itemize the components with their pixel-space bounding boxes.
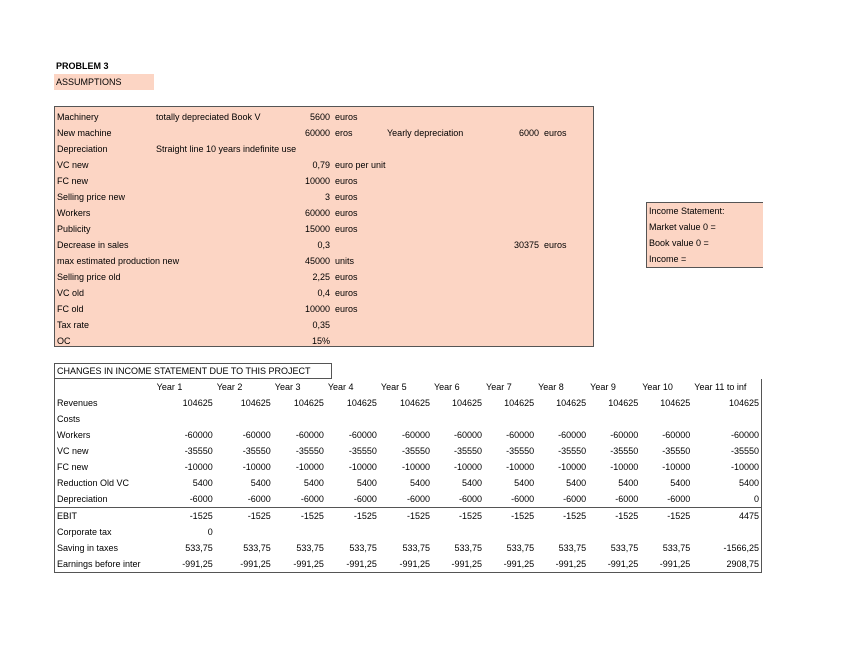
table-cell: -1525 [511,511,535,521]
assumption-value: 10000 [304,176,330,186]
table-cell: 104625 [504,398,535,408]
table-cell: -1525 [300,511,324,521]
table-cell: -35550 [730,446,759,456]
table-cell: 5400 [303,478,324,488]
table-cell: -60000 [242,430,271,440]
table-cell [379,411,432,427]
table-cell: -991,25 [451,559,483,569]
table-cell: 5400 [356,478,377,488]
table-row [55,508,762,525]
table-cell: -10000 [558,462,587,472]
table-row [55,395,762,411]
assumption-label: New machine [57,128,112,138]
table-cell: -6000 [215,491,273,508]
year-header: Year 4 [327,382,354,392]
assumption-value: 2,25 [312,272,330,282]
table-cell [536,524,588,540]
assumption-value: 15000 [304,224,330,234]
table-cell: 533,75 [558,543,587,553]
year-header: Year 8 [538,382,564,392]
table-cell [692,524,761,540]
table-cell: 104625 [452,398,483,408]
table-cell: -6000 [640,491,692,508]
table-cell: -1525 [615,511,639,521]
table-cell: 5400 [738,478,759,488]
table-cell: -991,25 [399,559,430,569]
table-cell: -10000 [730,462,759,472]
row-label: Workers [57,430,91,440]
assumption-extra-unit: euros [544,128,567,138]
assumption-unit: units [335,256,355,266]
table-cell: -60000 [295,430,324,440]
table-cell: -6000 [379,491,432,508]
table-cell: 104625 [728,398,759,408]
table-cell [326,524,379,540]
side-box-line: Income = [649,254,687,264]
assumption-label: Selling price new [57,192,126,202]
table-cell [640,524,692,540]
assumption-extra-unit: euros [544,240,567,250]
row-label: FC new [57,462,89,472]
table-cell: -6000 [432,491,484,508]
row-label: EBIT [57,511,78,521]
table-cell [536,411,588,427]
table-cell: -35550 [348,446,377,456]
row-label: Reduction Old VC [57,478,130,488]
table-cell: 5400 [192,478,213,488]
assumption-unit: eros [335,128,353,138]
assumption-value: 45000 [304,256,330,266]
assumption-value: 0,3 [317,240,330,250]
table-cell: 5400 [670,478,691,488]
table-cell: 104625 [399,398,430,408]
row-label: Revenues [57,398,98,408]
table-cell: -10000 [454,462,483,472]
side-box-line: Income Statement: [649,206,725,216]
assumption-value: 0,35 [312,320,330,330]
table-cell [588,411,640,427]
table-cell: -10000 [295,462,324,472]
table-cell: -35550 [662,446,691,456]
assumption-unit: euros [335,304,358,314]
problem-title: PROBLEM 3 [56,61,109,71]
assumption-label: Machinery [57,112,99,122]
table-cell: -35550 [558,446,587,456]
table-cell: 533,75 [296,543,324,553]
table-cell: -1525 [406,511,430,521]
assumption-unit: euros [335,112,358,122]
table-cell: -10000 [242,462,271,472]
table-cell: 533,75 [610,543,639,553]
table-row [55,459,762,475]
corner-cell [55,379,155,395]
table-cell [432,524,484,540]
table-cell [484,524,536,540]
table-cell: -10000 [506,462,535,472]
table-cell: 0 [207,527,213,537]
assumption-extra-label: Yearly depreciation [387,128,464,138]
table-cell: -991,25 [503,559,535,569]
table-cell: 5400 [618,478,639,488]
table-cell: -1525 [667,511,691,521]
table-cell: -6000 [326,491,379,508]
year-header: Year 1 [156,382,183,392]
year-header: Year 3 [274,382,301,392]
table-cell: 5400 [409,478,430,488]
assumptions-table [54,106,594,347]
table-cell: -6000 [484,491,536,508]
assumption-unit: euros [335,208,358,218]
table-cell: -1525 [459,511,483,521]
table-row [55,427,762,443]
assumption-label: FC old [57,304,84,314]
assumptions-label: ASSUMPTIONS [54,74,154,90]
table-cell: -60000 [730,430,759,440]
table-cell: 533,75 [506,543,535,553]
year-header: Year 11 to inf [694,382,747,392]
table-cell [273,411,326,427]
assumption-unit: euros [335,192,358,202]
table-cell: -6000 [155,491,215,508]
side-box-line: Market value 0 = [649,222,716,232]
table-cell: -991,25 [182,559,213,569]
table-cell: 104625 [556,398,587,408]
assumption-value: 0,4 [317,288,330,298]
row-label: Earnings before inter [57,559,141,569]
table-cell [273,524,326,540]
table-cell: 5400 [566,478,587,488]
assumption-value: 15% [311,336,330,346]
table-cell: -6000 [588,491,640,508]
table-cell [432,411,484,427]
assumption-value: 3 [324,192,330,202]
changes-title: CHANGES IN INCOME STATEMENT DUE TO THIS PROJECT [54,363,332,379]
table-cell: 104625 [608,398,639,408]
assumption-unit: euros [335,176,358,186]
row-label: VC new [57,446,89,456]
assumption-label: OC [57,336,71,346]
table-cell: -6000 [536,491,588,508]
income-table [54,379,762,573]
year-header: Year 2 [216,382,243,392]
table-row [55,411,762,427]
table-cell: -1525 [189,511,213,521]
table-cell: 104625 [293,398,324,408]
row-label: Corporate tax [57,527,112,537]
assumption-value: 60000 [304,128,330,138]
table-cell: 0 [692,491,761,508]
table-cell: -35550 [401,446,430,456]
table-cell [215,524,273,540]
table-cell: 104625 [346,398,377,408]
table-row [55,475,762,491]
year-header: Year 10 [642,382,673,392]
table-cell: -991,25 [240,559,271,569]
table-cell: -10000 [184,462,213,472]
table-row [55,443,762,459]
row-label: Depreciation [55,491,155,508]
assumption-label: Publicity [57,224,91,234]
table-cell [640,411,692,427]
table-cell: -10000 [610,462,639,472]
assumption-label: VC new [57,160,89,170]
table-cell: -1525 [247,511,271,521]
assumption-label: Workers [57,208,91,218]
assumption-extra-value: 6000 [518,128,539,138]
table-cell: 104625 [182,398,213,408]
table-cell: 533,75 [402,543,430,553]
year-header: Year 9 [590,382,616,392]
table-cell: -60000 [401,430,430,440]
assumption-value: 10000 [304,304,330,314]
table-cell [379,524,432,540]
assumption-note: totally depreciated Book V [156,112,261,122]
table-cell: -10000 [401,462,430,472]
table-cell: -1525 [563,511,587,521]
assumption-unit: euro per unit [335,160,386,170]
year-header-row [55,379,762,395]
table-cell: -60000 [662,430,691,440]
table-cell: -60000 [348,430,377,440]
assumption-value: 0,79 [312,160,330,170]
table-cell: -35550 [506,446,535,456]
assumption-label: VC old [57,288,85,298]
assumption-unit: euros [335,272,358,282]
table-cell: -991,25 [346,559,377,569]
table-cell: 4475 [738,511,759,521]
table-cell: -991,25 [659,559,691,569]
table-cell: -991,25 [607,559,639,569]
table-cell: -1525 [353,511,377,521]
row-label: Saving in taxes [57,543,119,553]
assumption-value: 5600 [309,112,330,122]
table-cell [215,411,273,427]
table-cell: 5400 [514,478,535,488]
table-cell: 2908,75 [726,559,759,569]
assumption-label: Selling price old [57,272,121,282]
table-cell: -35550 [610,446,639,456]
assumption-note: Straight line 10 years indefinite use [156,144,297,154]
assumption-value: 60000 [304,208,330,218]
table-cell: 533,75 [454,543,483,553]
table-cell: 533,75 [349,543,377,553]
table-cell: -35550 [242,446,271,456]
table-row [55,540,762,556]
table-cell: -60000 [558,430,587,440]
table-cell: 104625 [240,398,271,408]
table-cell: -991,25 [293,559,324,569]
assumption-label: Depreciation [57,144,108,154]
row-label: Costs [57,414,81,424]
table-cell: -60000 [610,430,639,440]
table-row [55,491,762,508]
table-cell: 104625 [660,398,691,408]
table-cell: 5400 [462,478,483,488]
assumption-label: Tax rate [57,320,90,330]
assumption-label: FC new [57,176,89,186]
table-cell: -60000 [184,430,213,440]
table-cell [588,524,640,540]
table-cell: -10000 [348,462,377,472]
table-cell [326,411,379,427]
table-row [55,556,762,573]
year-header: Year 6 [433,382,460,392]
income-statement-box [646,202,763,268]
table-cell: 533,75 [243,543,271,553]
table-cell: -1566,25 [723,543,759,553]
table-cell: -35550 [184,446,213,456]
year-header: Year 5 [380,382,407,392]
table-cell: -6000 [273,491,326,508]
side-box-line: Book value 0 = [649,238,709,248]
table-cell: -35550 [454,446,483,456]
table-row [55,524,762,540]
table-cell: 5400 [250,478,271,488]
assumption-unit: euros [335,288,358,298]
table-cell: -60000 [506,430,535,440]
table-cell [484,411,536,427]
table-cell: 533,75 [662,543,691,553]
table-cell: -60000 [454,430,483,440]
assumption-extra-value: 30375 [513,240,539,250]
assumption-unit: euros [335,224,358,234]
table-cell: -35550 [295,446,324,456]
table-cell: 533,75 [185,543,213,553]
table-cell [692,411,761,427]
table-cell: -10000 [662,462,691,472]
assumption-label: max estimated production new [57,256,180,266]
assumption-label: Decrease in sales [57,240,129,250]
table-cell [155,411,215,427]
table-cell: -991,25 [555,559,587,569]
year-header: Year 7 [486,382,512,392]
